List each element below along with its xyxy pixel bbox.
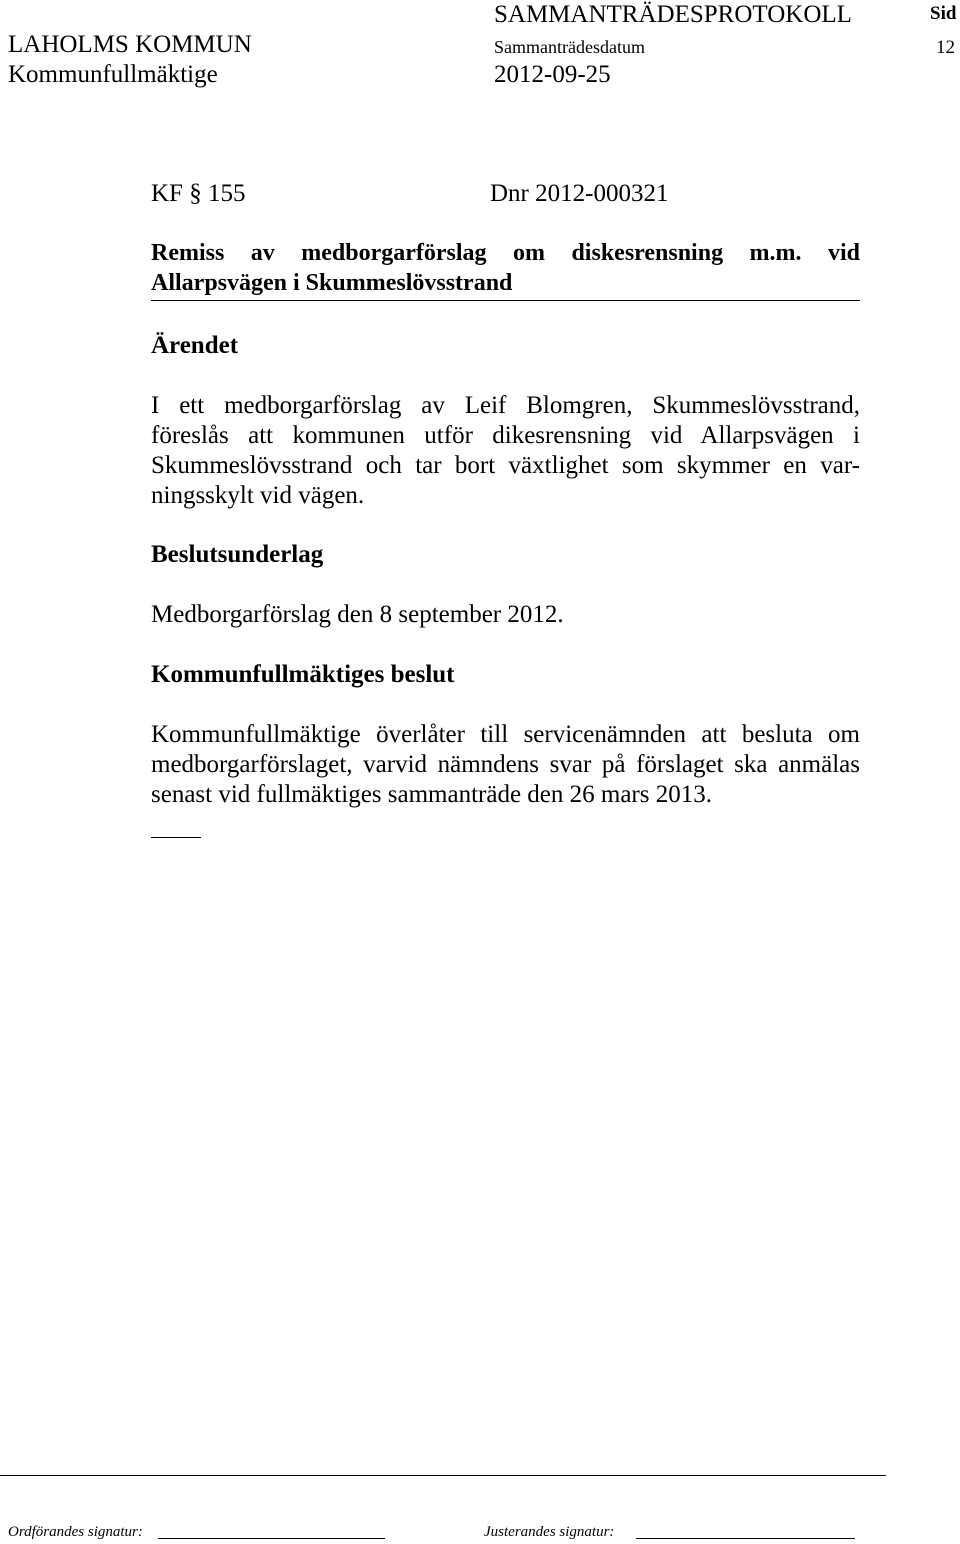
page-number: 12 [936, 37, 955, 58]
meeting-date: 2012-09-25 [494, 61, 611, 88]
chair-signature-label: Ordförandes signatur: [8, 1524, 143, 1540]
adjuster-signature-line [636, 1538, 855, 1539]
section-heading-arendet: Ärendet [151, 332, 239, 359]
section-heading-beslutsunderlag: Beslutsunderlag [151, 541, 324, 568]
chair-signature-line [158, 1538, 385, 1539]
section-text-beslut: Kommunfullmäktige överlåter till servicenämnden att besluta om medborgarförslaget, varvid nämndens svar på förslaget ska anmälas senast vid fullmäktiges sammanträde den 26 mars 2013. [151, 721, 860, 808]
section-text-arendet: I ett medborgarförslag av Leif Blomgren, Skummeslövsstrand, föreslås att kommunen utför dikesrensning vid Allarpsvägen i Skummeslövsstrand och tar bort växtlighet som skymmer en var-ningsskylt vid vägen. [151, 392, 860, 509]
organization-name: LAHOLMS KOMMUN [8, 31, 252, 58]
end-of-section-dash [151, 837, 201, 838]
body-name: Kommunfullmäktige [8, 61, 218, 88]
meeting-date-label: Sammanträdesdatum [494, 37, 645, 57]
page-label: Sid [930, 3, 957, 24]
adjuster-signature-label: Justerandes signatur: [484, 1524, 615, 1540]
case-diary-number: Dnr 2012-000321 [490, 180, 669, 207]
document-type: SAMMANTRÄDESPROTOKOLL [494, 1, 852, 28]
section-heading-beslut: Kommunfullmäktiges beslut [151, 661, 455, 688]
case-title: Remiss av medborgarförslag om diskesrensning m.m. vid Allarpsvägen i Skummeslövsstrand [151, 240, 860, 296]
footer-divider [0, 1475, 886, 1476]
section-text-beslutsunderlag: Medborgarförslag den 8 september 2012. [151, 601, 564, 628]
case-paragraph-id: KF § 155 [151, 180, 246, 207]
title-underline [151, 300, 860, 301]
